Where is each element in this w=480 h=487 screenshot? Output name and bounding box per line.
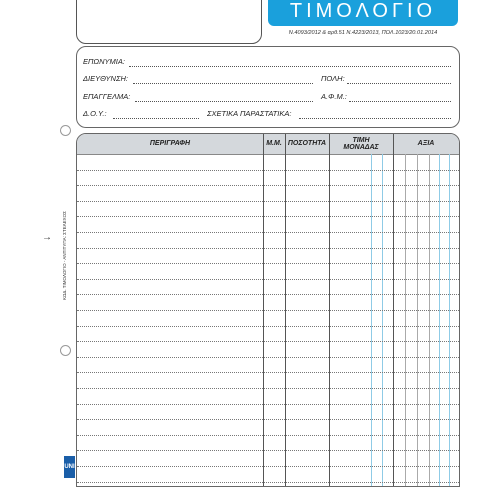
table-row[interactable] xyxy=(77,466,459,467)
customer-address-field[interactable] xyxy=(133,83,313,84)
related-docs-field[interactable] xyxy=(299,118,451,119)
customer-address-label: ΔΙΕΥΘΥΝΣΗ: xyxy=(83,74,128,83)
table-row[interactable] xyxy=(77,216,459,217)
customer-details-box xyxy=(76,46,460,128)
seller-info-box xyxy=(76,0,262,44)
related-docs-label: ΣΧΕΤΙΚΑ ΠΑΡΑΣΤΑΤΙΚΑ: xyxy=(207,109,292,118)
table-row[interactable] xyxy=(77,310,459,311)
customer-city-field[interactable] xyxy=(347,83,451,84)
header-quantity: ΠΟΣΟΤΗΤΑ xyxy=(287,140,327,148)
price-decimal-separator xyxy=(382,154,383,486)
header-unit-price-line1: ΤΙΜΗ xyxy=(352,136,370,144)
table-row[interactable] xyxy=(77,232,459,233)
items-table xyxy=(76,133,460,487)
table-row[interactable] xyxy=(77,404,459,405)
value-decimal-separator xyxy=(449,154,450,486)
table-row[interactable] xyxy=(77,357,459,358)
header-unit-price-line2: ΜΟΝΑΔΑΣ xyxy=(343,144,379,151)
publisher-logo xyxy=(64,456,75,478)
customer-name-label: ΕΠΩΝΥΜΙΑ: xyxy=(83,57,125,66)
table-row[interactable] xyxy=(77,248,459,249)
customer-city-label: ΠΟΛΗ: xyxy=(321,74,345,83)
table-row[interactable] xyxy=(77,450,459,451)
price-decimal-separator xyxy=(371,154,372,486)
side-note: ΚΩΔ. ΤΙΜΟΛΟΓΙΟ - ΑΝΤΙΤΥΠΑ: ΣΤΕΛΕΧΟΣ xyxy=(62,211,67,300)
customer-profession-field[interactable] xyxy=(135,101,313,102)
document-title: ΤΙΜΟΛΟΓΙΟ xyxy=(268,0,458,26)
value-decimal-separator xyxy=(439,154,440,486)
header-value: ΑΞΙΑ xyxy=(417,140,435,148)
customer-vat-label: Α.Φ.Μ.: xyxy=(321,92,347,101)
value-digit-separator xyxy=(417,154,418,486)
header-unit: Μ.Μ. xyxy=(266,140,282,148)
value-digit-separator xyxy=(429,154,430,486)
logo-text: UNI xyxy=(64,464,75,470)
table-row[interactable] xyxy=(77,294,459,295)
table-row[interactable] xyxy=(77,482,459,483)
table-row[interactable] xyxy=(77,419,459,420)
punch-hole-top xyxy=(60,125,71,136)
punch-hole-bottom xyxy=(60,345,71,356)
header-unit-price xyxy=(329,134,393,154)
table-row[interactable] xyxy=(77,435,459,436)
table-row[interactable] xyxy=(77,326,459,327)
table-row[interactable] xyxy=(77,170,459,171)
table-row[interactable] xyxy=(77,263,459,264)
customer-tax-office-label: Δ.Ο.Υ.: xyxy=(83,109,107,118)
table-row[interactable] xyxy=(77,341,459,342)
customer-profession-label: ΕΠΑΓΓΕΛΜΑ: xyxy=(83,92,131,101)
customer-tax-office-field[interactable] xyxy=(113,118,199,119)
table-row[interactable] xyxy=(77,388,459,389)
table-row[interactable] xyxy=(77,185,459,186)
header-description: ΠΕΡΙΓΡΑΦΗ xyxy=(149,140,191,148)
law-reference: Ν.4093/2012 & αρθ.51 Ν.4223/2013, ΠΟΛ.1023/20.01.2014 xyxy=(288,30,438,36)
table-row[interactable] xyxy=(77,279,459,280)
customer-vat-field[interactable] xyxy=(349,101,451,102)
table-row[interactable] xyxy=(77,372,459,373)
value-digit-separator xyxy=(405,154,406,486)
arrow-right-icon: → xyxy=(42,232,52,243)
table-row[interactable] xyxy=(77,201,459,202)
customer-name-field[interactable] xyxy=(129,66,451,67)
